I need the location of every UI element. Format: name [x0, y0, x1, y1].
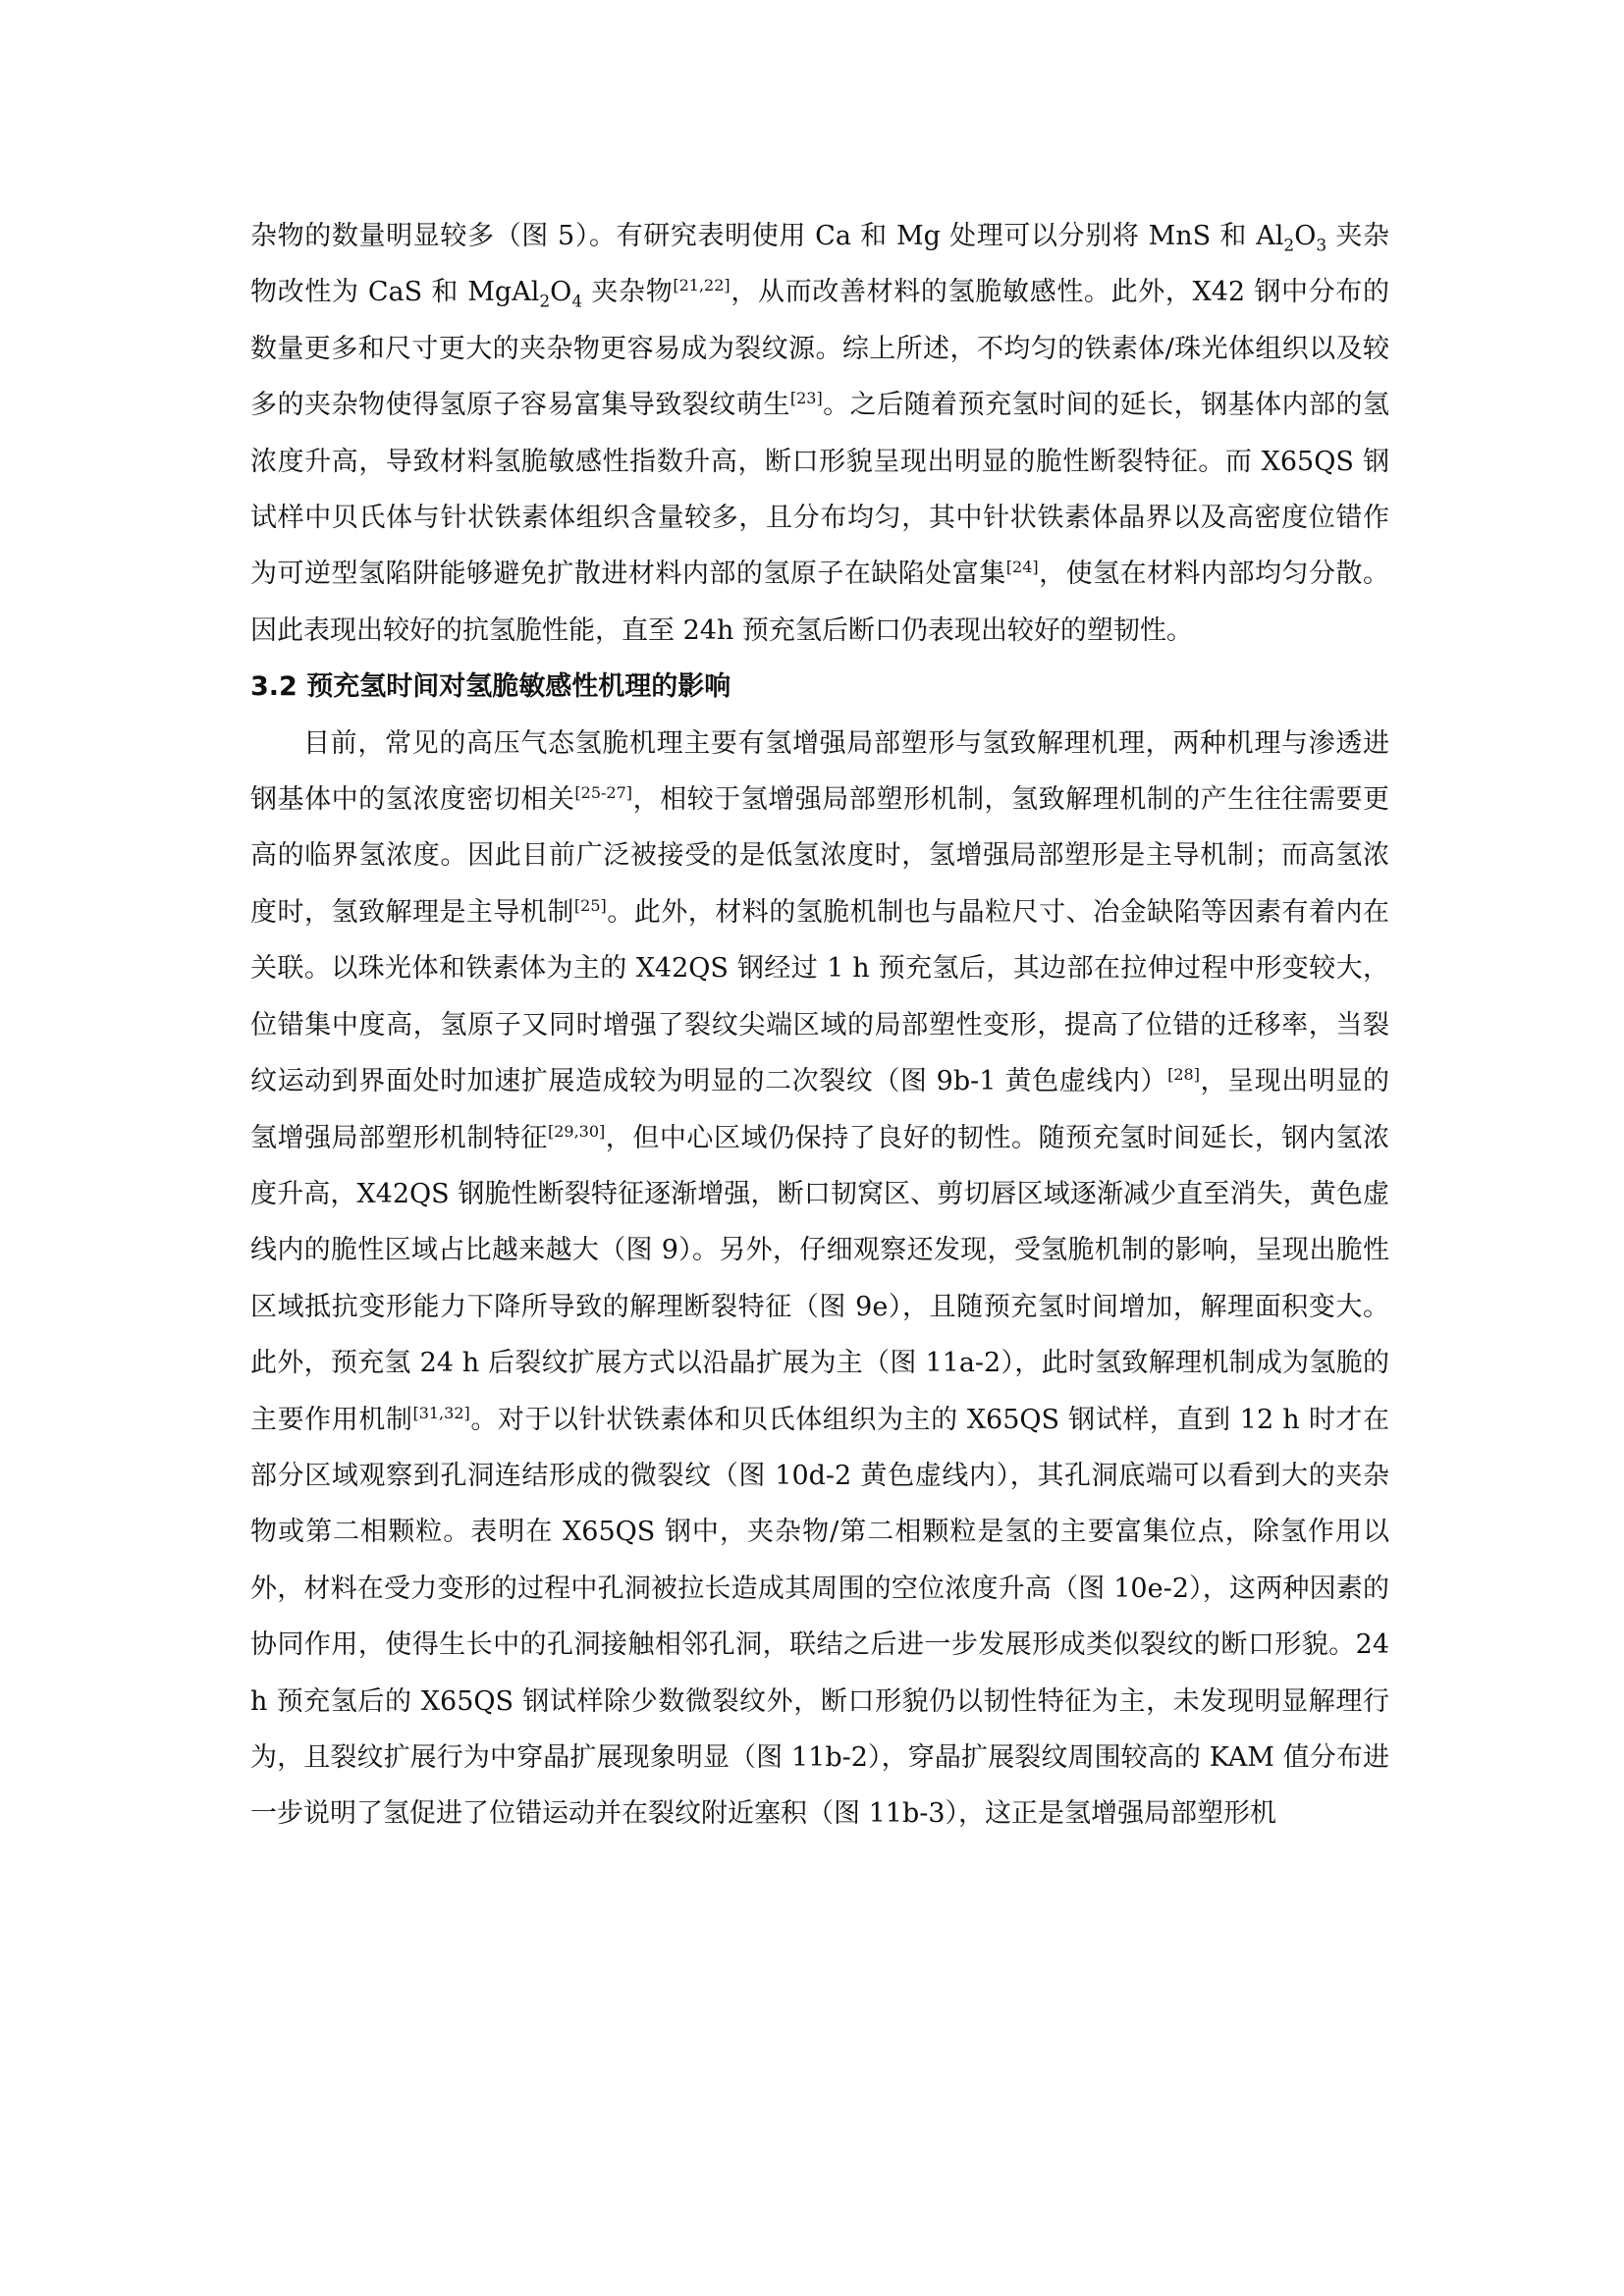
citation-ref: [23] — [789, 389, 823, 408]
citation-ref: [28] — [1167, 1065, 1200, 1085]
text-run: ，但中心区域仍保持了良好的韧性。随预充氢时间延长，钢内氢浓度升高，X42QS 钢脆性断裂特征逐渐增强，断口韧窝区、剪切唇区域逐渐减少直至消失，黄色虚线内的脆性区域占比越来越大（图 9）。另外，仔细观察还发现，受氢脆机制的影响，呈现出脆性区域抵抗变形能力下降所导致的解理断裂特征（图 9e），且随预充氢时间增加，解理面积变大。此外，预充氢 24 h 后裂纹扩展方式以沿晶扩展为主（图 11a-2），此时氢致解理机制成为氢脆的主要作用机制 — [250, 1122, 1389, 1435]
text-run: 。对于以针状铁素体和贝氏体组织为主的 X65QS 钢试样，直到 12 h 时才在部分区域观察到孔洞连结形成的微裂纹（图 10d-2 黄色虚线内），其孔洞底端可以看到大的夹杂物或第二相颗粒。表明在 X65QS 钢中，夹杂物/第二相颗粒是氢的主要富集位点，除氢作用以外，材料在受力变形的过程中孔洞被拉长造成其周围的空位浓度升高（图 10e-2），这两种因素的协同作用，使得生长中的孔洞接触相邻孔洞，联结之后进一步发展形成类似裂纹的断口形貌。24 h 预充氢后的 X65QS 钢试样除少数微裂纹外，断口形貌仍以韧性特征为主，未发现明显解理行为，且裂纹扩展行为中穿晶扩展现象明显（图 11b-2），穿晶扩展裂纹周围较高的 KAM 值分布进一步说明了氢促进了位错运动并在裂纹附近塞积（图 11b-3），这正是氢增强局部塑形机 — [250, 1404, 1389, 1830]
citation-ref: [29,30] — [547, 1121, 606, 1141]
paragraph-2 — [250, 716, 1389, 1842]
text-run: O — [1294, 221, 1317, 251]
page-content — [250, 208, 1389, 1842]
citation-ref: [25] — [573, 895, 607, 915]
text-run: ，相较于氢增强局部塑形机制，氢致解理机制的产生往往需要更高的临界氢浓度。因此目前广泛被接受的是低氢浓度时，氢增强局部塑形是主导机制；而高氢浓度时，氢致解理是主导机制 — [250, 784, 1390, 928]
subscript: 4 — [571, 292, 583, 312]
subscript: 2 — [539, 292, 551, 312]
subscript: 3 — [1316, 236, 1327, 256]
text-run: O — [550, 277, 572, 308]
text-run: ，呈现出明显的氢增强局部塑形机制特征 — [250, 1066, 1390, 1153]
section-heading: 3.2 预充氢时间对氢脆敏感性机理的影响 — [250, 671, 731, 703]
text-run: ，从而改善材料的氢脆敏感性。此外，X42 钢中分布的数量更多和尺寸更大的夹杂物更容易成为裂纹源。综上所述，不均匀的铁素体/珠光体组织以及较多的夹杂物使得氢原子容易富集导致裂纹萌生 — [250, 277, 1389, 421]
text-run: 。此外，材料的氢脆机制也与晶粒尺寸、冶金缺陷等因素有着内在关联。以珠光体和铁素体为主的 X42QS 钢经过 1 h 预充氢后，其边部在拉伸过程中形变较大，位错集中度高，氢原子又同时增强了裂纹尖端区域的局部塑性变形，提高了位错的迁移率，当裂纹运动到界面处时加速扩展造成较为明显的二次裂纹（图 9b-1 黄色虚线内） — [250, 896, 1390, 1097]
citation-ref: [31,32] — [412, 1403, 470, 1422]
subscript: 2 — [1283, 236, 1295, 256]
text-run: 。之后随着预充氢时间的延长，钢基体内部的氢浓度升高，导致材料氢脆敏感性指数升高，断口形貌呈现出明显的脆性断裂特征。而 X65QS 钢试样中贝氏体与针状铁素体组织含量较多，且分布均匀，其中针状铁素体晶界以及高密度位错作为可逆型氢陷阱能够避免扩散进材料内部的氢原子在缺陷处富集 — [250, 390, 1390, 590]
citation-ref: [24] — [1005, 558, 1039, 577]
text-run: 目前，常见的高压气态氢脆机理主要有氢增强局部塑形与氢致解理机理，两种机理与渗透进钢基体中的氢浓度密切相关 — [250, 727, 1389, 816]
paragraph-1 — [250, 208, 1389, 659]
citation-ref: [25-27] — [574, 783, 633, 803]
text-run: 夹杂物改性为 CaS 和 MgAl — [250, 221, 1389, 308]
citation-ref: [21,22] — [673, 276, 731, 295]
text-run: 杂物的数量明显较多（图 5）。有研究表明使用 Ca 和 Mg 处理可以分别将 MnS 和 Al — [250, 221, 1284, 251]
text-run: 夹杂物 — [582, 277, 674, 308]
text-run: ，使氢在材料内部均匀分散。因此表现出较好的抗氢脆性能，直至 24h 预充氢后断口仍表现出较好的塑韧性。 — [250, 559, 1389, 646]
